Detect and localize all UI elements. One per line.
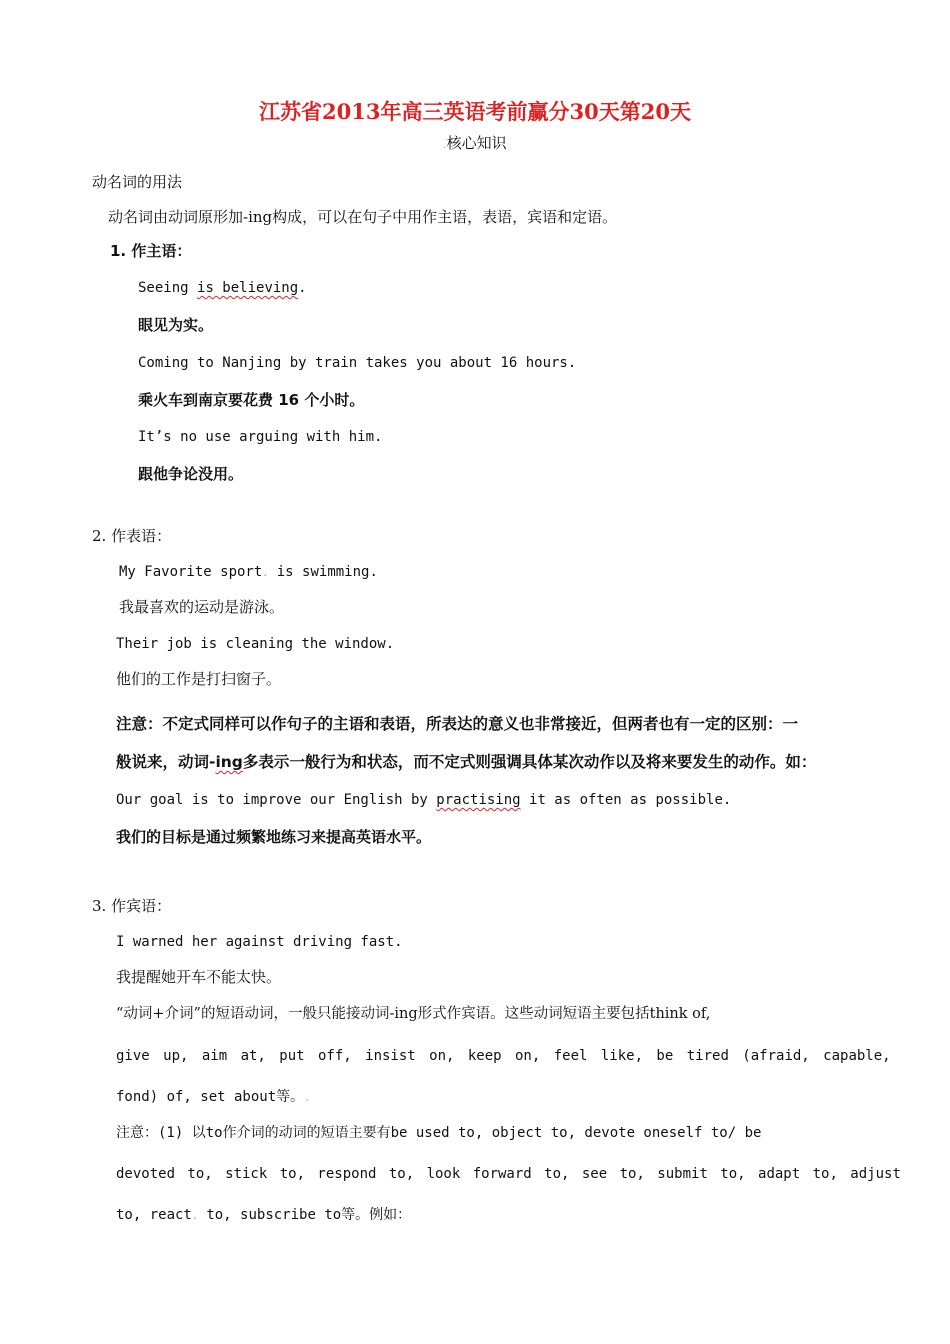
anchor-dot: .: [443, 140, 447, 151]
s2-note-example-en: Our goal is to improve our English by practising it as often as possible.: [116, 792, 732, 808]
document-subtitle: [0, 133, 950, 156]
s3-note-line-1: 注意：(1) 以to作介词的动词的短语主要有be used to, object to, devote oneself to/ be: [116, 1125, 762, 1141]
s3-paragraph-line-3: fond) of, set about等。.: [116, 1089, 311, 1105]
section-heading: 动名词的用法: [92, 173, 183, 191]
s1-example-2-en: Coming to Nanjing by train takes you about 16 hours.: [138, 355, 577, 371]
s1-example-3-zh: 跟他争论没用。: [138, 465, 244, 483]
s1-example-3-en: It’s no use arguing with him.: [138, 429, 383, 445]
section-3-label: 3. 作宾语：: [92, 897, 172, 915]
s2-note-example-zh: 我们的目标是通过频繁地练习来提高英语水平。: [116, 828, 432, 846]
s2-example-1-zh: 我最喜欢的运动是游泳。: [119, 598, 285, 616]
intro-paragraph: 动名词由动词原形加-ing构成，可以在句子中用作主语，表语，宾语和定语。: [108, 208, 618, 226]
s2-example-1-en: My Favorite sport. is swimming.: [119, 564, 378, 580]
s2-example-2-en: Their job is cleaning the window.: [116, 636, 395, 652]
s1-example-2-zh: 乘火车到南京要花费 16 个小时。: [138, 391, 365, 409]
subtitle-text: 核心知识: [446, 134, 507, 152]
s1-example-1-en: Seeing is believing.: [138, 280, 307, 296]
s3-example-1-en: I warned her against driving fast.: [116, 934, 403, 950]
s3-example-1-zh: 我提醒她开车不能太快。: [116, 968, 282, 986]
s2-example-2-zh: 他们的工作是打扫窗子。: [116, 670, 282, 688]
s2-note-line-2: 般说来，动词-ing多表示一般行为和状态，而不定式则强调具体某次动作以及将来要发生的动作。如：: [116, 753, 817, 771]
document-title: 江苏省2013年高三英语考前赢分30天第20天: [259, 99, 691, 124]
s3-note-line-3: to, react. to, subscribe to等。例如：: [116, 1207, 412, 1223]
s3-note-line-2: devoted to, stick to, respond to, look forward to, see to, submit to, adapt to, adjust: [116, 1166, 901, 1182]
s2-note-line-1: 注意：不定式同样可以作句子的主语和表语，所表达的意义也非常接近，但两者也有一定的区别：一: [116, 715, 799, 733]
s1-example-1-zh: 眼见为实。: [138, 316, 214, 334]
section-2-label: 2. 作表语：: [92, 527, 172, 545]
s3-paragraph-line-2: give up, aim at, put off, insist on, keep on, feel like, be tired (afraid, capable,: [116, 1048, 891, 1064]
s3-paragraph-line-1: “动词+介词”的短语动词，一般只能接动词-ing形式作宾语。这些动词短语主要包括think of,: [116, 1006, 711, 1022]
section-1-label: 1. 作主语：: [110, 242, 192, 260]
